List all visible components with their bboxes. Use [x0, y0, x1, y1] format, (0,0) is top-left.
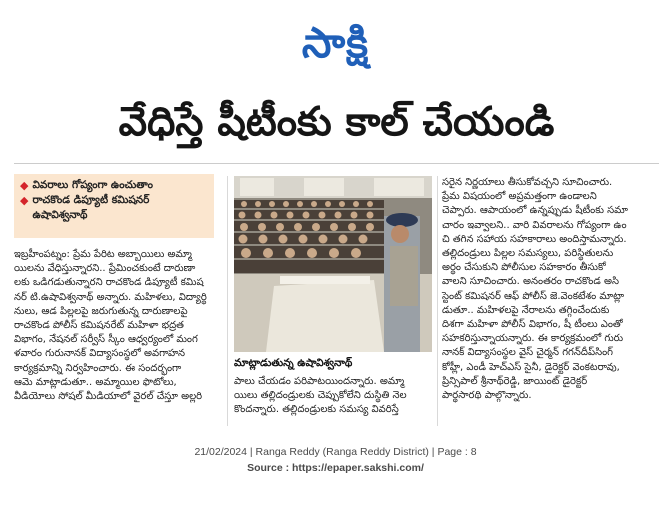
- body-line: విభాగం, నేషనల్‌ సర్వీస్‌ స్కీం ఆధ్వర్యంలో మంగ: [14, 334, 198, 346]
- body-line: యిలు తల్లిదండ్రులకు చెప్పుకోలేని దుస్థితి నెల: [234, 390, 407, 402]
- body-line: ప్రిన్సిపాల్‌ శ్రీనాథ్‌రెడ్డి, జాయింట్‌ డైరెక్టర్‌: [442, 375, 588, 387]
- highlight-text: వివరాలు గోప్యంగా ఉంచుతాం: [32, 179, 153, 191]
- body-line: వాలని సూచించారు. అనంతరం రాచకొండ అసి: [442, 276, 619, 288]
- highlights-box: [14, 174, 214, 238]
- photo-caption: మాట్లాడుతున్న ఉషావిశ్వనాథ్‌: [234, 357, 353, 369]
- auditorium-photo-image: [234, 176, 432, 352]
- page-footer: [0, 444, 671, 476]
- body-line: యిలను వేధిస్తున్నారని.. ప్రేమించకుంటే దారుణా: [14, 263, 196, 275]
- body-line: ఆమె మాట్లాడుతూ.. అమ్మాయిల ఫొటోలు,: [14, 376, 177, 388]
- bullet-icon: ◆: [20, 179, 29, 192]
- body-line: చి తగిన సహాయ సహకారాలు అందిస్తామన్నారు.: [442, 233, 627, 245]
- body-line: చెప్పారు. ఆపాయంలో ఉన్నప్పుడు షీటీంకు సమా: [442, 205, 628, 217]
- body-line: కోహ్లీ, ఎండీ హెచ్‌ఎస్‌ సైనీ, డైరెక్టర్‌ వెంకటరావు,: [442, 361, 620, 373]
- highlight-text: రాచకొండ డిప్యూటీ కమిషనర్‌ ఉషావిశ్వనాథ్‌: [32, 194, 150, 221]
- column-divider: [227, 176, 228, 426]
- event-photo: [234, 176, 432, 352]
- article-headline: వేధిస్తే షీటీంకు కాల్‌ చేయండి: [118, 99, 555, 145]
- bullet-icon: ◆: [20, 194, 29, 207]
- body-line: ఇబ్రహీంపట్నం: ప్రేమ పేరిట అబ్బాయిలు అమ్మా: [14, 249, 192, 260]
- body-line: పార్థసారథి పాల్గొన్నారు.: [442, 390, 532, 402]
- highlight-item: [20, 178, 208, 193]
- body-line: తల్లిదండ్రులు పిల్లల సమస్యలు, పరిస్థితులను: [442, 248, 614, 260]
- article-column-3: [442, 176, 657, 403]
- article-column-1: [14, 248, 224, 404]
- body-line: కొందన్నారు. తల్లిదండ్రులకు సమస్య వివరిస్తే: [234, 404, 399, 416]
- highlight-item: [20, 193, 208, 223]
- source-link[interactable]: Source : https://epaper.sakshi.com/: [247, 462, 424, 474]
- body-line: సహకరిస్తున్నాయన్నారు. ఈ కార్యక్రమంలో గురు: [442, 333, 624, 345]
- body-line: పాలు చేయడం పరిపాటయిందన్నారు. అమ్మా: [234, 376, 405, 387]
- body-line: వీడియోలు సోషల్‌ మీడియాలో వైరల్‌ చేస్తూ అల్లరి: [14, 391, 203, 403]
- column-divider: [437, 176, 438, 426]
- body-line: డుతూ.. మహిళలపై నేరాలను తగ్గించేందుకు: [442, 304, 610, 316]
- body-line: కార్యక్రమాన్ని నిర్వహించారు. ఈ సందర్భంగా: [14, 362, 182, 374]
- article-column-2: [234, 375, 434, 418]
- publication-info: 21/02/2024 | Ranga Reddy (Ranga Reddy District) | Page : 8: [194, 446, 477, 458]
- body-line: స్టెంట్‌ కమిషనర్‌ ఆఫ్‌ పోలీస్‌ జె.వెంకటేశం మాట్లా: [442, 290, 625, 302]
- body-line: చారం ఇవ్వాలని.. వారి వివరాలను గోప్యంగా ఉం: [442, 219, 627, 231]
- body-line: నర్‌ టి.ఉషావిశ్వనాథ్‌ అన్నారు. మహిళలు, విద్యార్థి: [14, 291, 207, 303]
- body-line: దిశగా మహిళా పోలీస్‌ విభాగం, షీ టీంలు ఎంతో: [442, 319, 623, 331]
- newspaper-masthead: సాక్షి: [301, 18, 370, 67]
- body-line: నులు, ఆడ పిల్లలపై జరుగుతున్న దారుణాలపై: [14, 305, 188, 317]
- body-line: సరైన నిర్ణయాలు తీసుకోవచ్చని సూచించారు.: [442, 177, 613, 188]
- headline-divider: [14, 163, 659, 164]
- body-line: ళవారం గురునానక్‌ విద్యాసంస్థలో అవగాహన: [14, 348, 186, 360]
- body-line: రాచకొండ పోలీస్‌ కమిషనరేట్‌ మహిళా భద్రత: [14, 320, 184, 332]
- body-line: లకు ఒడిగడుతున్నారని రాచకొండ డిప్యూటీ కమిష: [14, 277, 204, 289]
- body-line: నానక్‌ విద్యాసంస్థల వైస్‌ చైర్మన్‌ గగన్‌దీప్‌సింగ్‌: [442, 347, 613, 359]
- body-line: ప్రేమ విషయంలో అప్రమత్తంగా ఉండాలని: [442, 191, 597, 203]
- body-line: అర్థం చేసుకుని పోలీసుల సహకారం తీసుకో: [442, 262, 606, 274]
